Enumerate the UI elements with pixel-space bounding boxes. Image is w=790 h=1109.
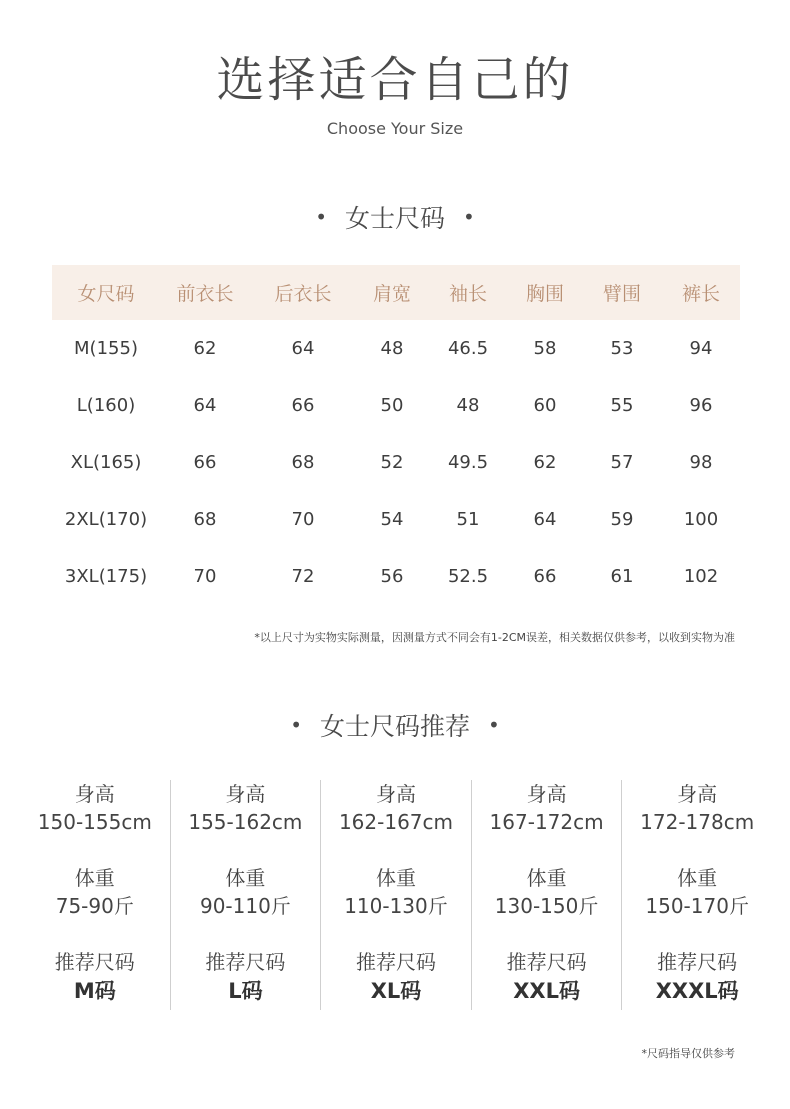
table-cell: 64 [533, 509, 557, 530]
bullet-dot-icon: • [463, 205, 475, 229]
recommendation-column [20, 780, 170, 1010]
weight-label: 体重 [375, 866, 416, 890]
table-cell: 61 [610, 566, 634, 587]
table-cell: 58 [533, 338, 557, 359]
header-cell: 后衣长 [274, 283, 332, 305]
table-cell: 66 [291, 395, 315, 416]
table-cell: 66 [533, 566, 557, 587]
height-label: 身高 [74, 782, 115, 806]
recommendation-heading [0, 708, 790, 744]
table-cell: 50 [380, 395, 404, 416]
table-row [52, 434, 740, 491]
table-cell: 102 [683, 566, 719, 587]
table-cell: 54 [380, 509, 404, 530]
height-label: 身高 [375, 782, 416, 806]
table-cell: 49.5 [447, 452, 489, 473]
recommended-size: XXL码 [513, 979, 580, 1003]
size-chart-heading [0, 200, 790, 236]
size-chart-title: 女士尺码 [344, 204, 445, 233]
table-cell: 56 [380, 566, 404, 587]
table-cell: 96 [689, 395, 713, 416]
table-cell: 100 [683, 509, 719, 530]
weight-value: 130-150斤 [494, 894, 599, 918]
weight-value: 90-110斤 [199, 894, 291, 918]
table-cell: 57 [610, 452, 634, 473]
table-header [52, 265, 740, 320]
recommendation-title: 女士尺码推荐 [319, 712, 470, 741]
recommendation-grid [20, 780, 772, 1010]
table-row [52, 377, 740, 434]
table-cell: 66 [193, 452, 217, 473]
size-table [52, 265, 740, 605]
header-cell: 女尺码 [77, 283, 135, 305]
height-value: 167-172cm [489, 810, 604, 834]
height-value: 172-178cm [640, 810, 755, 834]
table-cell: 60 [533, 395, 557, 416]
table-cell: 52.5 [447, 566, 489, 587]
recommendation-column [320, 780, 471, 1010]
weight-value: 75-90斤 [55, 894, 134, 918]
table-cell: 2XL(170) [64, 509, 148, 530]
bullet-dot-icon: • [290, 713, 302, 737]
recommendation-note: *尺码指导仅供参考 [641, 1047, 735, 1060]
table-cell: XL(165) [70, 452, 142, 473]
recommended-size: M码 [73, 979, 116, 1003]
height-label: 身高 [526, 782, 567, 806]
table-cell: 46.5 [447, 338, 489, 359]
table-cell: 98 [689, 452, 713, 473]
bullet-dot-icon: • [488, 713, 500, 737]
table-cell: 3XL(175) [64, 566, 148, 587]
table-cell: 68 [291, 452, 315, 473]
weight-label: 体重 [225, 866, 266, 890]
recommended-size: L码 [228, 979, 263, 1003]
page-subtitle: Choose Your Size [326, 119, 464, 138]
table-row [52, 491, 740, 548]
recommended-size: XXXL码 [655, 979, 739, 1003]
header-cell: 裤长 [681, 283, 720, 305]
weight-label: 体重 [677, 866, 718, 890]
height-value: 150-155cm [37, 810, 152, 834]
header-cell: 前衣长 [176, 283, 234, 305]
weight-label: 体重 [74, 866, 115, 890]
weight-value: 150-170斤 [645, 894, 749, 918]
table-cell: 72 [291, 566, 315, 587]
table-cell: 51 [456, 509, 480, 530]
table-cell: 64 [193, 395, 217, 416]
table-cell: 59 [610, 509, 634, 530]
recommended-size: XL码 [370, 979, 422, 1003]
weight-label: 体重 [526, 866, 567, 890]
size-label: 推荐尺码 [54, 950, 135, 974]
table-cell: M(155) [74, 338, 138, 359]
recommendation-column [170, 780, 321, 1010]
table-cell: 53 [610, 338, 634, 359]
table-cell: 55 [610, 395, 634, 416]
table-cell: 48 [456, 395, 480, 416]
size-chart-note: *以上尺寸为实物实际测量，因测量方式不同会有1-2CM误差，相关数据仅供参考，以收到实物为准 [254, 631, 735, 644]
table-cell: 68 [193, 509, 217, 530]
table-cell: 94 [689, 338, 713, 359]
recommendation-column [471, 780, 622, 1010]
header-cell: 袖长 [448, 283, 487, 305]
table-cell: 52 [380, 452, 404, 473]
page-title: 选择适合自己的 [216, 52, 574, 108]
height-value: 162-167cm [338, 810, 453, 834]
table-cell: 62 [193, 338, 217, 359]
table-row [52, 320, 740, 377]
height-label: 身高 [225, 782, 266, 806]
table-cell: 62 [533, 452, 557, 473]
table-cell: 70 [193, 566, 217, 587]
recommendation-column [621, 780, 772, 1010]
size-label: 推荐尺码 [355, 950, 436, 974]
size-label: 推荐尺码 [205, 950, 286, 974]
header-cell: 胸围 [525, 283, 564, 305]
weight-value: 110-130斤 [344, 894, 448, 918]
height-value: 155-162cm [188, 810, 303, 834]
table-row [52, 548, 740, 605]
height-label: 身高 [677, 782, 718, 806]
table-cell: 64 [291, 338, 315, 359]
bullet-dot-icon: • [315, 205, 327, 229]
size-label: 推荐尺码 [506, 950, 587, 974]
size-label: 推荐尺码 [657, 950, 738, 974]
table-cell: L(160) [76, 395, 136, 416]
header-cell: 臂围 [602, 283, 641, 305]
table-cell: 48 [380, 338, 404, 359]
table-cell: 70 [291, 509, 315, 530]
header-cell: 肩宽 [372, 283, 411, 305]
